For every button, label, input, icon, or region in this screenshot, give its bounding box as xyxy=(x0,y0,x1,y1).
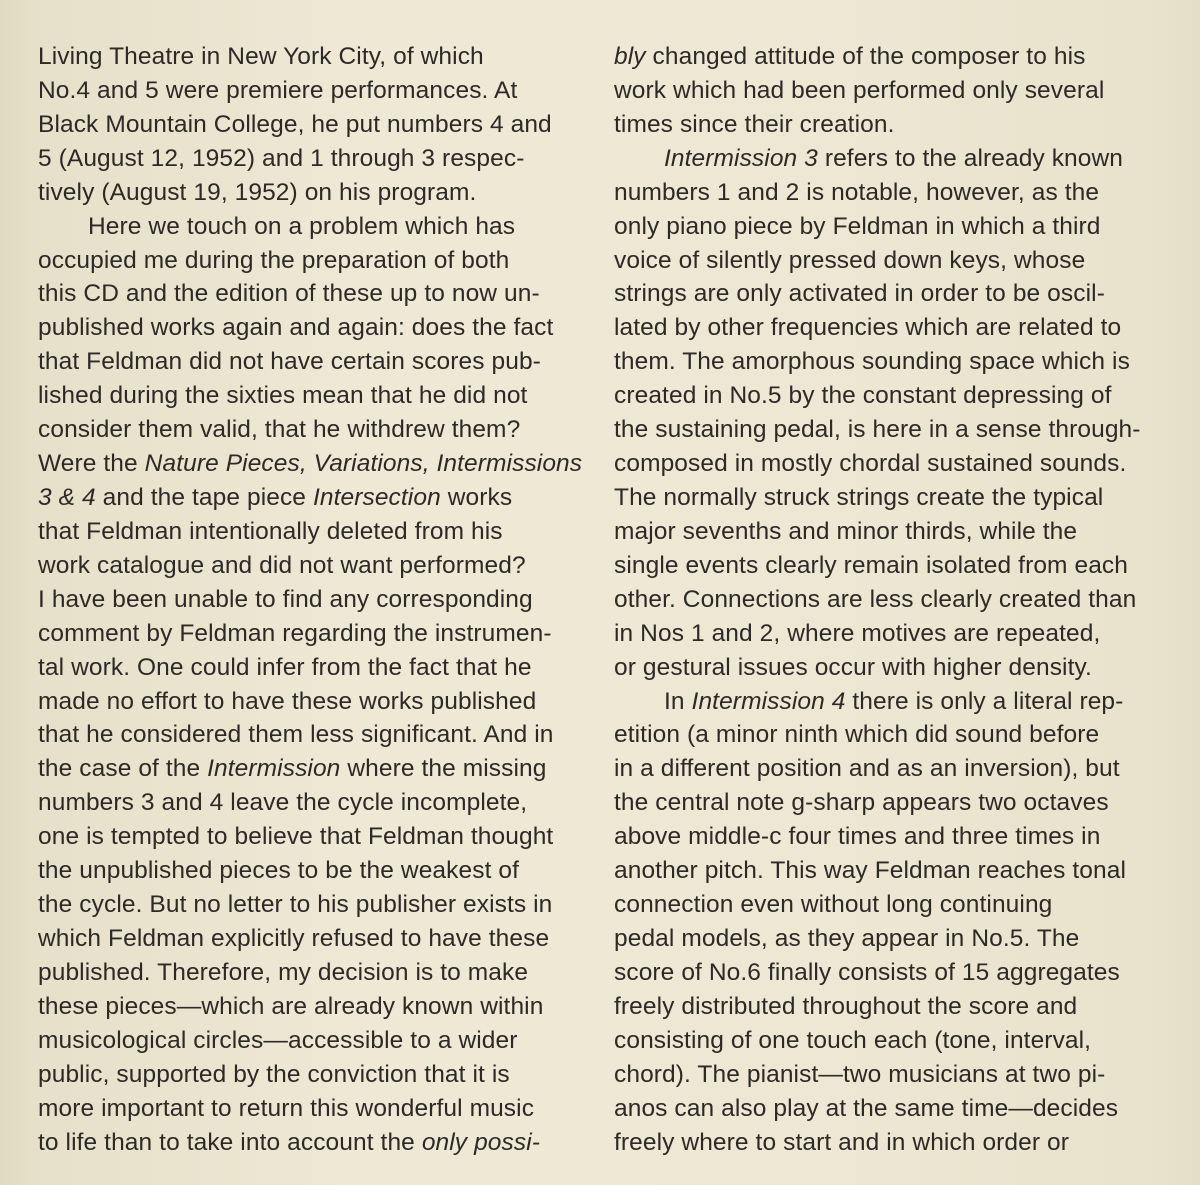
text-line: the unpublished pieces to be the weakest of xyxy=(38,857,520,885)
text-line: musicological circles—accessible to a wider xyxy=(38,1026,518,1054)
text-line: only piano piece by Feldman in which a third xyxy=(614,212,1101,240)
text-run: there is only a literal rep- xyxy=(845,687,1124,715)
page-edge-shade xyxy=(0,0,30,1185)
text-line: Living Theatre in New York City, of which xyxy=(38,43,484,70)
text-line: one is tempted to believe that Feldman thought xyxy=(38,823,554,851)
text-run: where the missing xyxy=(340,755,547,783)
text-line: that Feldman intentionally deleted from his xyxy=(38,517,503,545)
text-line: public, supported by the conviction that it is xyxy=(38,1060,510,1088)
text-line xyxy=(38,752,586,786)
text-run: to life than to take into account the xyxy=(38,1128,422,1156)
text-line: Black Mountain College, he put numbers 4 and xyxy=(38,110,552,138)
right-text-column xyxy=(614,40,1166,1159)
paragraph-start-line: Here we touch on a problem which has xyxy=(88,212,516,240)
text-line: lated by other frequencies which are related to xyxy=(614,314,1122,342)
text-run: In xyxy=(664,687,692,715)
text-line: these pieces—which are already known within xyxy=(38,992,544,1020)
text-line: connection even without long continuing xyxy=(614,891,1053,919)
text-run: changed attitude of the composer to his xyxy=(645,43,1086,70)
page-edge-shade xyxy=(1160,0,1200,1185)
text-line: comment by Feldman regarding the instrumen- xyxy=(38,619,552,647)
text-line: published works again and again: does the fact xyxy=(38,314,554,342)
italic-title: Intersection xyxy=(312,483,441,511)
text-line: another pitch. This way Feldman reaches tonal xyxy=(614,857,1127,885)
text-line: consider them valid, that he withdrew them? xyxy=(38,416,521,444)
text-line: single events clearly remain isolated from each xyxy=(614,551,1128,579)
text-run: and the tape piece xyxy=(95,483,313,511)
text-line: in Nos 1 and 2, where motives are repeated, xyxy=(614,619,1101,647)
text-line: No.4 and 5 were premiere performances. At xyxy=(38,76,518,104)
text-line: occupied me during the preparation of both xyxy=(38,246,510,274)
text-line: more important to return this wonderful music xyxy=(38,1094,535,1122)
text-line: voice of silently pressed down keys, whose xyxy=(614,246,1086,274)
italic-title: Intermission 4 xyxy=(691,687,846,715)
text-line xyxy=(38,481,586,515)
text-line xyxy=(38,447,586,481)
text-line: in a different position and as an inversion), but xyxy=(614,755,1120,783)
text-run: refers to the already known xyxy=(817,144,1124,172)
text-line: or gestural issues occur with higher density. xyxy=(614,653,1092,681)
text-line: lished during the sixties mean that he did not xyxy=(38,382,528,410)
text-line: I have been unable to find any corresponding xyxy=(38,585,533,613)
text-line: the cycle. But no letter to his publisher exists in xyxy=(38,891,553,919)
paragraph-start-line xyxy=(614,142,1166,176)
text-line: that he considered them less significant. And in xyxy=(38,721,554,749)
text-run: works xyxy=(440,483,513,511)
text-line: consisting of one touch each (tone, interval, xyxy=(614,1026,1092,1054)
text-line: other. Connections are less clearly created than xyxy=(614,585,1137,613)
italic-title: Intermission xyxy=(207,755,341,783)
text-line: major sevenths and minor thirds, while the xyxy=(614,517,1078,545)
italic-title: Nature Pieces, Variations, Intermissions xyxy=(144,450,583,478)
text-line: work catalogue and did not want performed? xyxy=(38,551,526,579)
text-line: the central note g-sharp appears two octaves xyxy=(614,789,1109,817)
paragraph-start-line xyxy=(614,685,1166,719)
italic-text: only possi- xyxy=(421,1128,541,1156)
text-line: made no effort to have these works published xyxy=(38,687,537,715)
text-line: above middle-c four times and three times in xyxy=(614,823,1101,851)
text-line: The normally struck strings create the typical xyxy=(614,483,1104,511)
text-line: them. The amorphous sounding space which is xyxy=(614,348,1130,376)
text-line: numbers 1 and 2 is notable, however, as the xyxy=(614,178,1100,206)
text-line: published. Therefore, my decision is to make xyxy=(38,958,529,986)
text-line: times since their creation. xyxy=(614,110,895,138)
text-line: this CD and the edition of these up to now un- xyxy=(38,280,540,308)
text-run: the case of the xyxy=(38,755,208,783)
text-line xyxy=(614,40,1166,74)
text-line: work which had been performed only several xyxy=(614,76,1105,104)
text-line xyxy=(38,1126,586,1160)
text-line: freely where to start and in which order or xyxy=(614,1128,1070,1156)
text-line: anos can also play at the same time—decides xyxy=(614,1094,1119,1122)
italic-title: Intermission 3 xyxy=(664,144,818,172)
text-line: chord). The pianist—two musicians at two pi- xyxy=(614,1060,1106,1088)
text-line: numbers 3 and 4 leave the cycle incomplete, xyxy=(38,789,528,817)
text-line: 5 (August 12, 1952) and 1 through 3 respec- xyxy=(38,144,525,172)
text-line: etition (a minor ninth which did sound before xyxy=(614,721,1100,749)
text-line: created in No.5 by the constant depressing of xyxy=(614,382,1112,410)
italic-text: bly xyxy=(614,43,646,70)
text-line: freely distributed throughout the score and xyxy=(614,992,1078,1020)
text-run: Were the xyxy=(38,450,145,478)
text-line: the sustaining pedal, is here in a sense through- xyxy=(614,416,1141,444)
text-line: composed in mostly chordal sustained sounds. xyxy=(614,450,1127,478)
text-line: tively (August 19, 1952) on his program. xyxy=(38,178,477,206)
text-line: score of No.6 finally consists of 15 aggregates xyxy=(614,958,1120,986)
italic-title: 3 & 4 xyxy=(38,483,96,511)
left-text-column xyxy=(38,40,586,1159)
text-line: which Feldman explicitly refused to have these xyxy=(38,924,550,952)
text-line: pedal models, as they appear in No.5. The xyxy=(614,924,1080,952)
text-line: strings are only activated in order to be oscil- xyxy=(614,280,1105,308)
text-line: tal work. One could infer from the fact that he xyxy=(38,653,532,681)
text-line: that Feldman did not have certain scores pub- xyxy=(38,348,541,376)
